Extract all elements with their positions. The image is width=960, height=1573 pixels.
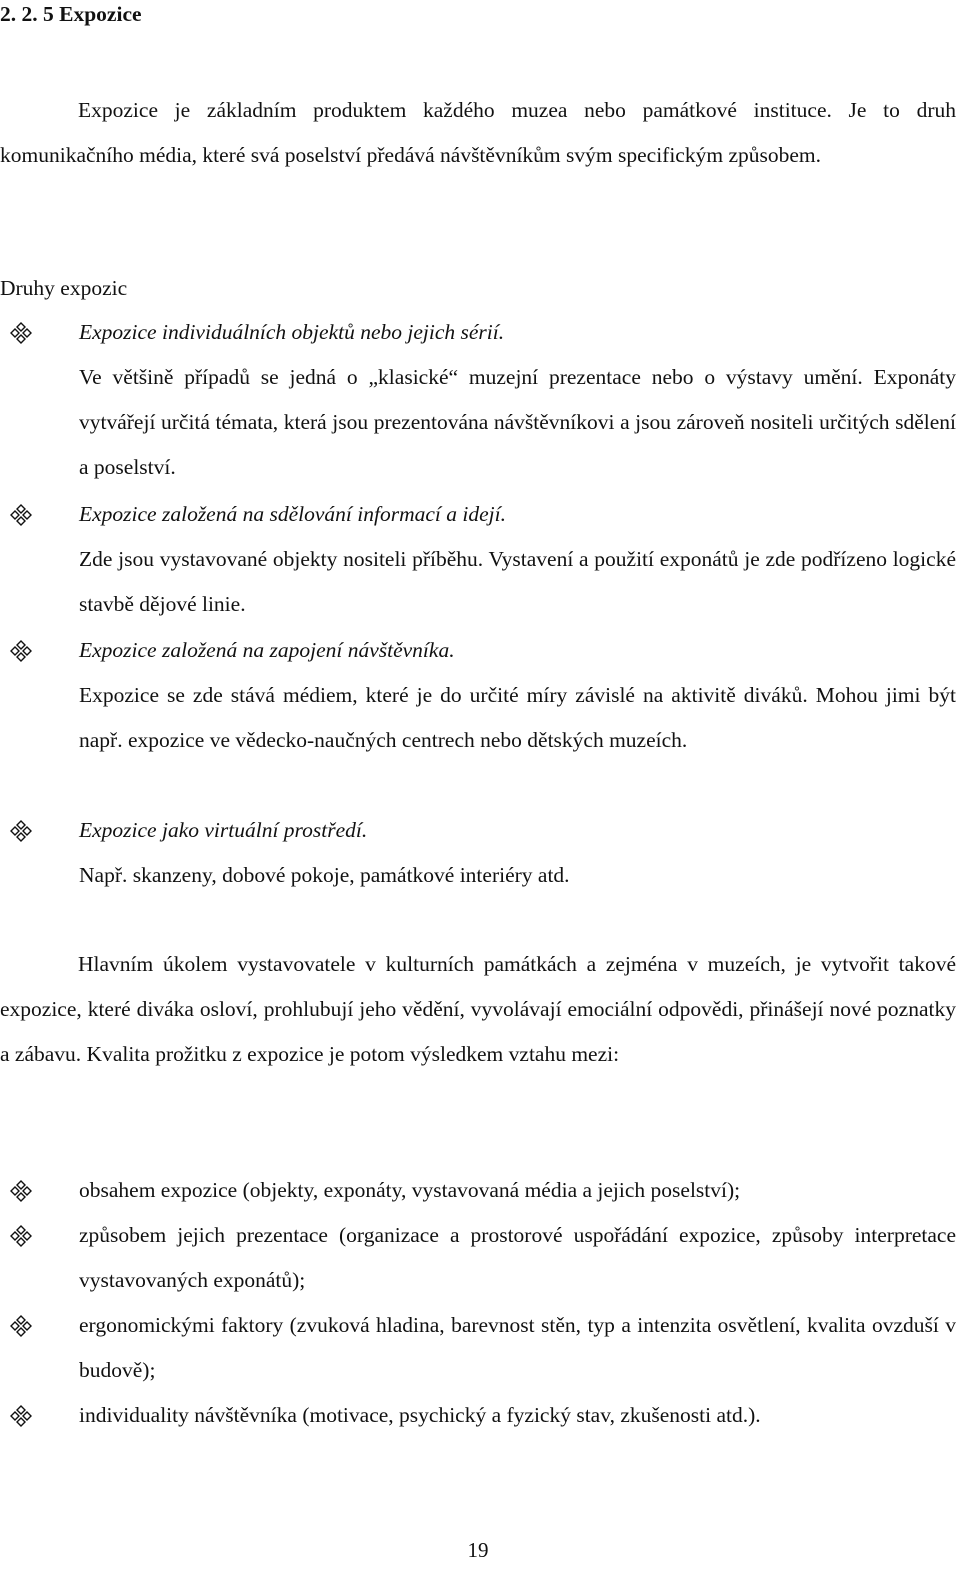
main-paragraph — [0, 942, 956, 1077]
diamond-bullet-icon — [10, 504, 32, 526]
factor-item — [0, 1168, 956, 1213]
factor-text: ergonomickými faktory (zvuková hladina, barevnost stěn, typ a intenzita osvětlení, kvalita ovzduší v budově); — [79, 1313, 956, 1382]
diamond-bullet-icon — [10, 820, 32, 842]
type-text: Zde jsou vystavované objekty nositeli příběhu. Vystavení a použití exponátů je zde podřízeno logické stavbě dějové linie. — [79, 547, 956, 616]
factor-item — [0, 1303, 956, 1393]
section-heading: 2. 2. 5 Expozice — [0, 2, 142, 26]
type-text: Např. skanzeny, dobové pokoje, památkové interiéry atd. — [79, 863, 570, 887]
type-text: Expozice se zde stává médiem, které je do určité míry závislé na aktivitě diváků. Mohou jimi být např. expozice ve vědecko-naučných centrech nebo dětských muzeích. — [79, 683, 956, 752]
intro-paragraph — [0, 88, 956, 178]
diamond-bullet-icon — [10, 1225, 32, 1247]
diamond-bullet-icon — [10, 322, 32, 344]
types-title: Druhy expozic — [0, 276, 128, 300]
factor-text: způsobem jejich prezentace (organizace a prostorové uspořádání expozice, způsoby interpretace vystavovaných exponátů); — [79, 1223, 956, 1292]
type-title: Expozice jako virtuální prostředí. — [79, 818, 368, 842]
factor-text: individuality návštěvníka (motivace, psychický a fyzický stav, zkušenosti atd.). — [79, 1403, 761, 1427]
factor-item — [0, 1213, 956, 1303]
diamond-bullet-icon — [10, 1180, 32, 1202]
intro-text: Expozice je základním produktem každého muzea nebo památkové instituce. Je to druh komunikačního média, které svá poselství předává návštěvníkům svým specifickým způsobem. — [0, 98, 956, 167]
diamond-bullet-icon — [10, 640, 32, 662]
page-number: 19 — [467, 1538, 489, 1562]
diamond-bullet-icon — [10, 1315, 32, 1337]
factor-text: obsahem expozice (objekty, exponáty, vystavovaná média a jejich poselství); — [79, 1178, 741, 1202]
main-paragraph-text: Hlavním úkolem vystavovatele v kulturních památkách a zejména v muzeích, je vytvořit takové expozice, které diváka osloví, prohlubují jeho vědění, vyvolávají emociální odpovědi, přinášejí nové poznatky a zábavu. Kvalita prožitku z expozice je potom výsledkem vztahu mezi: — [0, 952, 956, 1066]
type-title: Expozice individuálních objektů nebo jejich sérií. — [79, 320, 505, 344]
factor-item — [0, 1393, 956, 1438]
type-item — [0, 808, 956, 898]
type-title: Expozice založená na zapojení návštěvníka. — [79, 638, 455, 662]
type-item — [0, 310, 956, 490]
type-item — [0, 492, 956, 627]
diamond-bullet-icon — [10, 1405, 32, 1427]
type-title: Expozice založená na sdělování informací a idejí. — [79, 502, 506, 526]
type-item — [0, 628, 956, 763]
type-text: Ve většině případů se jedná o „klasické“ muzejní prezentace nebo o výstavy umění. Exponáty vytvářejí určitá témata, která jsou prezentována návštěvníkovi a jsou zároveň nositeli určitých sdělení a poselství. — [79, 365, 956, 479]
